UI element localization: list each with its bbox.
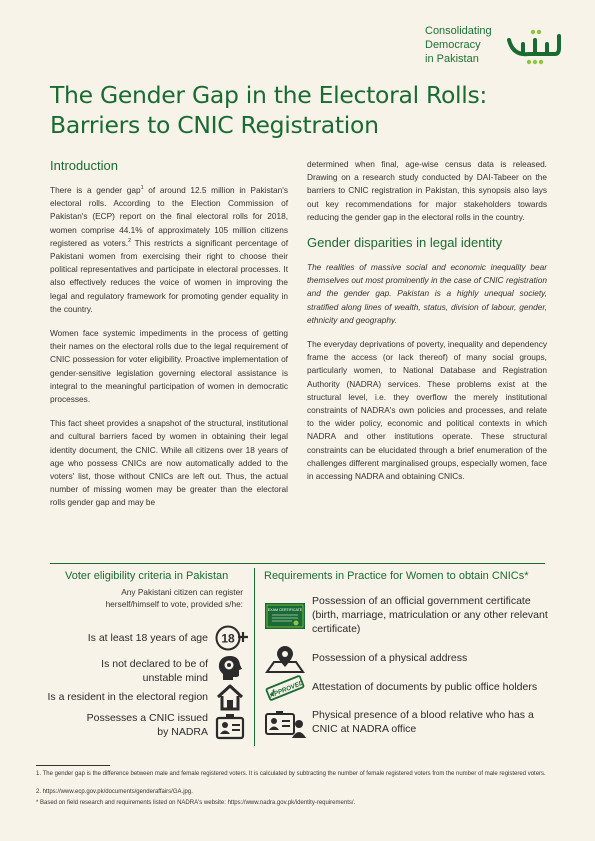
house-icon bbox=[215, 683, 245, 711]
eligibility-item-resident: Is a resident in the electoral region bbox=[47, 691, 208, 703]
logo-line-2: Democracy bbox=[425, 39, 481, 51]
logo bbox=[425, 24, 560, 72]
requirement-item-certificate: Possession of an official government certificate (birth, marriage, matriculation or any other relevant certificate) bbox=[312, 595, 548, 635]
footnote-3: * Based on field research and requirements listed on NADRA's website: https://www.nadra.gov.pk/identity-requirements/. bbox=[36, 800, 356, 806]
footnote-ref-2: 2 bbox=[128, 237, 132, 244]
svg-text:18: 18 bbox=[221, 631, 235, 646]
map-pin-icon bbox=[264, 645, 306, 675]
tabeer-logo-mark bbox=[503, 26, 561, 70]
intro-p1-part-b: of around 12.5 million in Pakistan's electoral rolls. According to the Election Commission of Pakistan's (ECP) report on the final electoral rolls for 2018, women comprise 44.1% of approximately 105 million citizens registered as voters. bbox=[50, 185, 288, 248]
requirement-item-blood-relative: Physical presence of a blood relative who has a CNIC at NADRA office bbox=[312, 709, 534, 735]
approved-stamp-icon bbox=[264, 673, 306, 703]
page-title bbox=[50, 80, 490, 140]
intro-p1-part-a: There is a gender gap bbox=[50, 185, 141, 195]
eligibility-item-age: Is at least 18 years of age bbox=[87, 632, 208, 644]
footnote-ref-1: 1 bbox=[140, 185, 144, 191]
left-column bbox=[50, 158, 288, 521]
logo-line-1: Consolidating bbox=[425, 25, 492, 37]
intro-paragraph-3: This fact sheet provides a snapshot of the structural, institutional and cultural barriers faced by women in obtaining their legal identity document, the CNIC. While all citizens over 18 years of age who possess CNICs are now automatically added to the voters' list, those without CNICs are left out. Thus, the actual number of missing women may be greater than the electoral rolls gender gap and may be bbox=[50, 418, 288, 508]
eligibility-item-cnic: Possesses a CNIC issued by NADRA bbox=[86, 712, 208, 738]
logo-line-3: in Pakistan bbox=[425, 53, 479, 65]
requirement-item-address: Possession of a physical address bbox=[312, 652, 468, 664]
head-icon bbox=[215, 654, 245, 682]
footnote-2: 2. https://www.ecp.gov.pk/documents/genderaffairs/GA.jpg. bbox=[36, 789, 193, 795]
id-person-icon bbox=[264, 709, 306, 739]
disparities-heading: Gender disparities in legal identity bbox=[307, 235, 503, 251]
intro-paragraph-2: Women face systemic impediments in the process of getting their names on the electoral rolls due to the legal requirement of CNIC possession for voter eligibility. Proactive implementation of gender-sensitive legislation governing electoral assistance is integral to the meaningful participation of women in democratic processes. bbox=[50, 328, 288, 405]
section-divider bbox=[50, 563, 545, 564]
vertical-divider bbox=[254, 568, 255, 746]
requirements-heading: Requirements in Practice for Women to obtain CNICs* bbox=[264, 570, 529, 582]
eligibility-heading: Voter eligibility criteria in Pakistan bbox=[65, 570, 229, 582]
certificate-icon bbox=[264, 601, 306, 631]
right-column bbox=[307, 158, 547, 494]
eligibility-item-mind: Is not declared to be of unstable mind bbox=[101, 658, 208, 684]
disparities-paragraph-2: The everyday deprivations of poverty, inequality and dependency frame the access (or lack thereof) of many social groups, particularly women, to National Database and Registration Authority (NADRA) services. These problems exist at the structural level, i.e. they overflow the merely institutional constraints of NADRA's own policies and processes, and relate to the wider policy, economic and political contexts in which NADRA and other institutions operate. These structural constraints can be elucidated through a brief enumeration of the challenges different marginalised groups, especially women, face in accessing NADRA and obtaining CNICs. bbox=[307, 339, 547, 482]
disparities-paragraph-1: The realities of massive social and economic inequality bear themselves out most prominently in the case of CNIC registration and the gender gap. Pakistan is a highly unequal society, stratified along lines of wealth, status, division of labour, gender, ethnicity and geography. bbox=[307, 262, 547, 325]
intro-p1-part-c: This restricts a significant percentage of Pakistani women from exercising their right to choose their political representatives and participate in electoral processes. It also effectively reduces the voice of women in improving the legal and regulatory framework for promoting gender equality in the country. bbox=[50, 237, 288, 314]
approved-stamp-label: APPROVED bbox=[268, 679, 305, 700]
intro-paragraph-3-continued: determined when final, age-wise census data is released. Drawing on a research study conducted by DAI-Tabeer on the barriers to CNIC registration in Pakistan, this synopsis also lays out key recommendations for major stakeholders towards reducing the gender gap in the electoral rolls in the country. bbox=[307, 159, 547, 222]
logo-text bbox=[425, 24, 492, 66]
intro-paragraph-1 bbox=[50, 184, 288, 316]
eligibility-note: Any Pakistani citizen can register herself/himself to vote, provided s/he: bbox=[105, 587, 243, 609]
title-line-2: Barriers to CNIC Registration bbox=[50, 111, 379, 139]
id-card-icon bbox=[215, 712, 245, 740]
eighteen-plus-icon bbox=[215, 624, 249, 652]
introduction-heading: Introduction bbox=[50, 158, 118, 173]
footnote-rule bbox=[36, 765, 110, 766]
certificate-icon-label: EXAM CERTIFICATE bbox=[267, 608, 303, 612]
footnote-1: 1. The gender gap is the difference between male and female registered voters. It is calculated by subtracting the number of female registered voters from the number of male registered voters. bbox=[36, 771, 546, 777]
requirement-item-attestation: Attestation of documents by public office holders bbox=[312, 681, 538, 693]
title-line-1: The Gender Gap in the Electoral Rolls: bbox=[50, 81, 488, 109]
